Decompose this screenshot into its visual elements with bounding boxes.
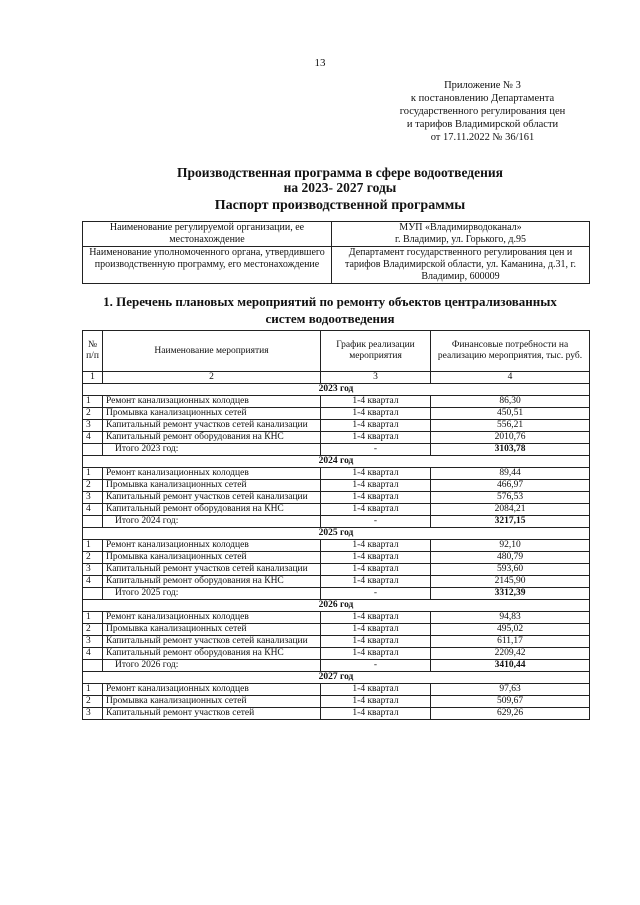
activity-cost: 629,26 (431, 708, 590, 720)
activity-cost: 509,67 (431, 696, 590, 708)
column-number: 3 (321, 372, 431, 384)
row-number: 2 (83, 552, 103, 564)
row-number: 1 (83, 684, 103, 696)
activity-cost: 480,79 (431, 552, 590, 564)
total-cost: 3410,44 (431, 660, 590, 672)
total-empty-cell (83, 444, 103, 456)
row-number: 1 (83, 468, 103, 480)
activity-cost: 556,21 (431, 420, 590, 432)
activity-name: Промывка канализационных сетей (103, 624, 321, 636)
activity-schedule: 1-4 квартал (321, 708, 431, 720)
activity-name: Капитальный ремонт оборудования на КНС (103, 576, 321, 588)
table-row (83, 504, 590, 516)
row-number: 4 (83, 504, 103, 516)
table-row (83, 636, 590, 648)
total-label: Итого 2024 год: (103, 516, 321, 528)
activity-schedule: 1-4 квартал (321, 396, 431, 408)
table-row (83, 696, 590, 708)
row-number: 3 (83, 564, 103, 576)
activity-cost: 466,97 (431, 480, 590, 492)
activity-name: Капитальный ремонт оборудования на КНС (103, 504, 321, 516)
row-number: 1 (83, 396, 103, 408)
activity-cost: 2209,42 (431, 648, 590, 660)
activity-name: Капитальный ремонт участков сетей канализации (103, 492, 321, 504)
row-number: 2 (83, 624, 103, 636)
activity-name: Капитальный ремонт участков сетей канализации (103, 564, 321, 576)
activity-cost: 495,02 (431, 624, 590, 636)
activity-name: Капитальный ремонт участков сетей (103, 708, 321, 720)
activity-schedule: 1-4 квартал (321, 648, 431, 660)
section-title-line: систем водоотведения (265, 311, 395, 326)
row-number: 3 (83, 708, 103, 720)
year-label: 2027 год (83, 672, 590, 684)
total-schedule: - (321, 588, 431, 600)
row-number: 2 (83, 480, 103, 492)
header-schedule: График реализации мероприятия (321, 331, 431, 372)
total-empty-cell (83, 588, 103, 600)
passport-title: Паспорт производственной программы (214, 198, 466, 213)
total-empty-cell (83, 516, 103, 528)
year-row (83, 672, 590, 684)
header-num: № п/п (83, 331, 103, 372)
row-number: 2 (83, 408, 103, 420)
activity-name: Промывка канализационных сетей (103, 408, 321, 420)
appendix-line: от 17.11.2022 № 36/161 (430, 132, 535, 143)
total-cost: 3312,39 (431, 588, 590, 600)
activity-cost: 593,60 (431, 564, 590, 576)
activity-name: Капитальный ремонт участков сетей канализации (103, 636, 321, 648)
row-number: 3 (83, 420, 103, 432)
total-row (83, 660, 590, 672)
activity-cost: 576,53 (431, 492, 590, 504)
page-number: 13 (314, 57, 326, 69)
passport-table (82, 221, 590, 284)
passport-value (332, 222, 590, 247)
total-label: Итого 2025 год: (103, 588, 321, 600)
table-header-row (83, 331, 590, 372)
total-schedule: - (321, 444, 431, 456)
activity-schedule: 1-4 квартал (321, 684, 431, 696)
table-row (83, 492, 590, 504)
section-title (50, 293, 610, 327)
activity-schedule: 1-4 квартал (321, 504, 431, 516)
table-row (83, 612, 590, 624)
activities-body (83, 384, 590, 720)
header-finance: Финансовые потребности на реализацию мероприятия, тыс. руб. (431, 331, 590, 372)
appendix-line: и тарифов Владимирской области (406, 119, 559, 130)
passport-org-name: МУП «Владимирводоканал» (399, 222, 522, 233)
total-row (83, 516, 590, 528)
activity-cost: 2145,90 (431, 576, 590, 588)
activity-name: Промывка канализационных сетей (103, 480, 321, 492)
table-row (83, 432, 590, 444)
year-label: 2024 год (83, 456, 590, 468)
row-number: 3 (83, 636, 103, 648)
appendix-line: к постановлению Департамента (410, 93, 555, 104)
activity-schedule: 1-4 квартал (321, 408, 431, 420)
total-row (83, 444, 590, 456)
activity-cost: 86,30 (431, 396, 590, 408)
section-title-line: 1. Перечень плановых мероприятий по ремонту объектов централизованных (103, 294, 557, 309)
passport-label: Наименование регулируемой организации, ее местонахождение (83, 222, 332, 247)
activity-schedule: 1-4 квартал (321, 636, 431, 648)
activity-cost: 2084,21 (431, 504, 590, 516)
row-number: 3 (83, 492, 103, 504)
activity-schedule: 1-4 квартал (321, 432, 431, 444)
activity-name: Ремонт канализационных колодцев (103, 684, 321, 696)
appendix-block (360, 79, 605, 144)
column-number: 4 (431, 372, 590, 384)
activity-schedule: 1-4 квартал (321, 552, 431, 564)
activity-name: Ремонт канализационных колодцев (103, 396, 321, 408)
activity-name: Ремонт канализационных колодцев (103, 468, 321, 480)
activity-cost: 89,44 (431, 468, 590, 480)
activity-schedule: 1-4 квартал (321, 612, 431, 624)
activity-name: Капитальный ремонт оборудования на КНС (103, 432, 321, 444)
document-title: Производственная программа в сфере водоотведения (177, 165, 503, 180)
total-schedule: - (321, 516, 431, 528)
activity-name: Ремонт канализационных колодцев (103, 612, 321, 624)
row-number: 1 (83, 540, 103, 552)
appendix-line: государственного регулирования цен (399, 106, 566, 117)
total-cost: 3103,78 (431, 444, 590, 456)
year-label: 2026 год (83, 600, 590, 612)
total-label: Итого 2026 год: (103, 660, 321, 672)
table-row (83, 708, 590, 720)
total-schedule: - (321, 660, 431, 672)
document-title-period: на 2023- 2027 годы (283, 180, 397, 195)
total-empty-cell (83, 660, 103, 672)
year-row (83, 600, 590, 612)
table-row (83, 552, 590, 564)
activity-schedule: 1-4 квартал (321, 576, 431, 588)
row-number: 2 (83, 696, 103, 708)
activity-cost: 450,51 (431, 408, 590, 420)
activity-cost: 92,10 (431, 540, 590, 552)
table-row (83, 396, 590, 408)
header-name: Наименование мероприятия (103, 331, 321, 372)
passport-row (83, 247, 590, 284)
activity-cost: 611,17 (431, 636, 590, 648)
activity-name: Промывка канализационных сетей (103, 696, 321, 708)
table-row (83, 648, 590, 660)
activity-name: Капитальный ремонт участков сетей канализации (103, 420, 321, 432)
activities-table (82, 330, 590, 720)
passport-org-address: г. Владимир, ул. Горького, д.95 (395, 234, 526, 245)
activity-schedule: 1-4 квартал (321, 468, 431, 480)
table-row (83, 408, 590, 420)
total-row (83, 588, 590, 600)
row-number: 1 (83, 612, 103, 624)
activity-schedule: 1-4 квартал (321, 564, 431, 576)
activity-schedule: 1-4 квартал (321, 696, 431, 708)
table-row (83, 540, 590, 552)
column-number: 2 (103, 372, 321, 384)
column-number-row (83, 372, 590, 384)
year-row (83, 528, 590, 540)
table-row (83, 624, 590, 636)
year-row (83, 384, 590, 396)
table-row (83, 684, 590, 696)
column-number: 1 (83, 372, 103, 384)
activity-schedule: 1-4 квартал (321, 492, 431, 504)
year-label: 2025 год (83, 528, 590, 540)
table-row (83, 564, 590, 576)
table-row (83, 468, 590, 480)
activity-schedule: 1-4 квартал (321, 624, 431, 636)
activity-cost: 2010,76 (431, 432, 590, 444)
row-number: 4 (83, 648, 103, 660)
table-row (83, 576, 590, 588)
activity-name: Ремонт канализационных колодцев (103, 540, 321, 552)
activity-schedule: 1-4 квартал (321, 540, 431, 552)
row-number: 4 (83, 432, 103, 444)
total-cost: 3217,15 (431, 516, 590, 528)
passport-row (83, 222, 590, 247)
activity-name: Промывка канализационных сетей (103, 552, 321, 564)
year-label: 2023 год (83, 384, 590, 396)
total-label: Итого 2023 год: (103, 444, 321, 456)
passport-value: Департамент государственного регулирования цен и тарифов Владимирской области, ул. Каманина, д.31, г. Владимир, 600009 (332, 247, 590, 284)
appendix-line: Приложение № 3 (444, 80, 521, 91)
passport-label: Наименование уполномоченного органа, утвердившего производственную программу, его местонахождение (83, 247, 332, 284)
table-row (83, 480, 590, 492)
activity-schedule: 1-4 квартал (321, 420, 431, 432)
activity-schedule: 1-4 квартал (321, 480, 431, 492)
table-row (83, 420, 590, 432)
row-number: 4 (83, 576, 103, 588)
year-row (83, 456, 590, 468)
activity-name: Капитальный ремонт оборудования на КНС (103, 648, 321, 660)
activity-cost: 97,63 (431, 684, 590, 696)
activity-cost: 94,83 (431, 612, 590, 624)
